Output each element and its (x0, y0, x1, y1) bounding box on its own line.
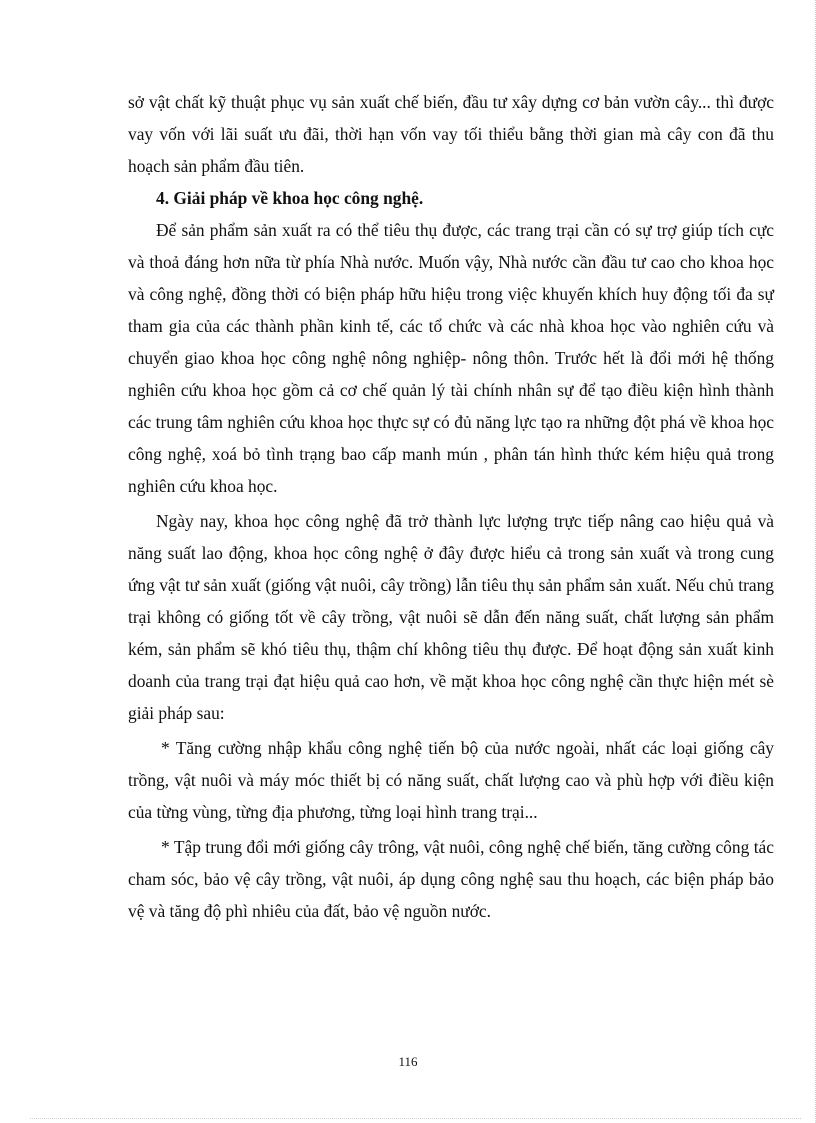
bullet-import-technology: * Tăng cường nhập khẩu công nghệ tiến bộ của nước ngoài, nhất các loại giống cây trồng, vật nuôi và máy móc thiết bị có năng suất, chất lượng cao và phù hợp với điều kiện của từng vùng, từng địa phương, từng loại hình trang trại... (128, 738, 774, 822)
page-number: 116 (398, 1054, 418, 1069)
bullet-renew-varieties: * Tập trung đổi mới giống cây trông, vật nuôi, công nghệ chế biến, tăng cường công tác cham sóc, bảo vệ cây trồng, vật nuôi, áp dụng công nghệ sau thu hoạch, các biện pháp bảo vệ và tăng độ phì nhiêu của đất, bảo vệ nguồn nước. (128, 837, 774, 921)
paragraph-technology: Ngày nay, khoa học công nghệ đã trở thành lực lượng trực tiếp nâng cao hiệu quả và năng suất lao động, khoa học công nghệ ở đây được hiểu cả trong sản xuất và trong cung ứng vật tư sản xuất (giống vật nuôi, cây trồng) lẫn tiêu thụ sản phẩm sản xuất. Nếu chủ trang trại không có giống tốt về cây trồng, vật nuôi sẽ dẫn đến năng suất, chất lượng sản phẩm kém, sản phẩm sẽ khó tiêu thụ, thậm chí không tiêu thụ được. Để hoạt động sản xuất kinh doanh của trang trại đạt hiệu quả cao hơn, về mặt khoa học công nghệ cần thực hiện mét sè giải pháp sau: (128, 511, 774, 723)
page-bottom-border (30, 1118, 801, 1119)
paragraph-continued: sở vật chất kỹ thuật phục vụ sản xuất chế biến, đầu tư xây dựng cơ bản vườn cây... thì được vay vốn với lãi suất ưu đãi, thời hạn vốn vay tối thiểu bằng thời gian mà cây con đã thu hoạch sản phẩm đầu tiên. (128, 92, 774, 176)
section-heading: 4. Giải pháp về khoa học công nghệ. (156, 188, 424, 208)
paragraph-intro: Để sản phẩm sản xuất ra có thể tiêu thụ được, các trang trại cần có sự trợ giúp tích cực và thoả đáng hơn nữa từ phía Nhà nước. Muốn vậy, Nhà nước cần đầu tư cao cho khoa học và công nghệ, đồng thời có biện pháp hữu hiệu trong việc khuyến khích huy động tối đa sự tham gia của các thành phần kinh tế, các tổ chức và các nhà khoa học vào nghiên cứu và chuyển giao khoa học công nghệ nông nghiệp- nông thôn. Trước hết là đổi mới hệ thống nghiên cứu khoa học gồm cả cơ chế quản lý tài chính nhân sự để tạo điều kiện hình thành các trung tâm nghiên cứu khoa học thực sự có đủ năng lực tạo ra những đột phá về khoa học công nghệ, xoá bỏ tình trạng bao cấp manh mún , phân tán hình thức kém hiệu quả trong nghiên cứu khoa học. (128, 220, 774, 496)
page-body (128, 86, 774, 927)
